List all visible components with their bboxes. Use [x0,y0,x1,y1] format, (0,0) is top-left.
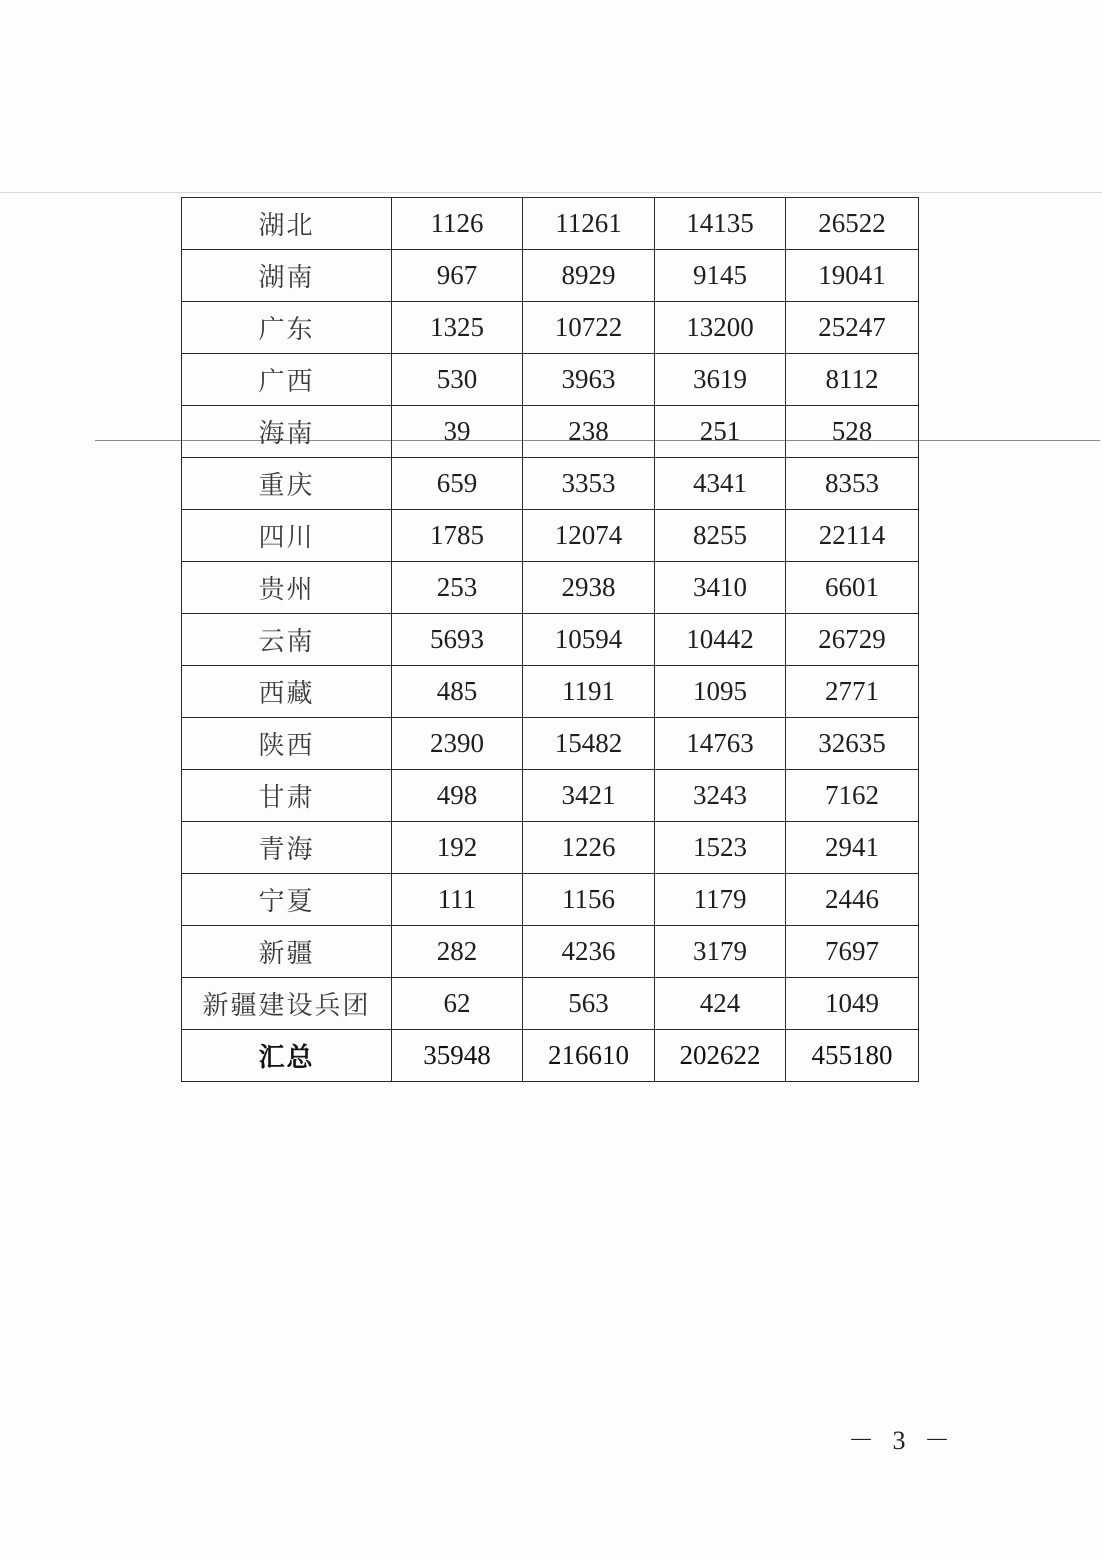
value-cell: 2941 [786,822,919,874]
value-cell: 13200 [655,302,786,354]
table-body [182,198,919,1082]
value-cell: 11261 [523,198,655,250]
value-cell: 1191 [523,666,655,718]
table-row [182,718,919,770]
value-cell: 3179 [655,926,786,978]
value-cell: 455180 [786,1030,919,1082]
table-row [182,978,919,1030]
value-cell: 192 [392,822,523,874]
value-cell: 12074 [523,510,655,562]
table-row [182,614,919,666]
value-cell: 563 [523,978,655,1030]
value-cell: 6601 [786,562,919,614]
value-cell: 1049 [786,978,919,1030]
region-cell: 陕西 [182,718,392,770]
value-cell: 3353 [523,458,655,510]
value-cell: 7162 [786,770,919,822]
region-cell: 湖南 [182,250,392,302]
scan-artifact-line [0,192,1102,193]
value-cell: 10594 [523,614,655,666]
value-cell: 3243 [655,770,786,822]
value-cell: 4341 [655,458,786,510]
region-cell: 青海 [182,822,392,874]
value-cell: 2771 [786,666,919,718]
value-cell: 25247 [786,302,919,354]
value-cell: 1523 [655,822,786,874]
table-total-row [182,1030,919,1082]
value-cell: 4236 [523,926,655,978]
value-cell: 8255 [655,510,786,562]
value-cell: 26522 [786,198,919,250]
region-cell: 宁夏 [182,874,392,926]
table-row [182,198,919,250]
value-cell: 1785 [392,510,523,562]
region-cell: 广东 [182,302,392,354]
value-cell: 967 [392,250,523,302]
table-row [182,666,919,718]
table-row [182,458,919,510]
value-cell: 282 [392,926,523,978]
value-cell: 659 [392,458,523,510]
table-row [182,770,919,822]
value-cell: 1095 [655,666,786,718]
value-cell: 530 [392,354,523,406]
value-cell: 216610 [523,1030,655,1082]
value-cell: 22114 [786,510,919,562]
table-row [182,354,919,406]
value-cell: 202622 [655,1030,786,1082]
statistics-table [181,197,919,1082]
value-cell: 2390 [392,718,523,770]
value-cell: 251 [655,406,786,458]
table-row [182,822,919,874]
value-cell: 14763 [655,718,786,770]
page-number: － 3 － [847,1426,956,1455]
value-cell: 1226 [523,822,655,874]
table-row [182,510,919,562]
value-cell: 424 [655,978,786,1030]
value-cell: 528 [786,406,919,458]
region-cell: 贵州 [182,562,392,614]
table-row [182,250,919,302]
table-row [182,926,919,978]
table-row [182,302,919,354]
value-cell: 238 [523,406,655,458]
region-cell: 甘肃 [182,770,392,822]
value-cell: 5693 [392,614,523,666]
table-row [182,406,919,458]
region-cell: 新疆建设兵团 [182,978,392,1030]
value-cell: 1179 [655,874,786,926]
table-row [182,562,919,614]
value-cell: 10722 [523,302,655,354]
region-cell: 云南 [182,614,392,666]
value-cell: 111 [392,874,523,926]
value-cell: 9145 [655,250,786,302]
table-row [182,874,919,926]
value-cell: 1325 [392,302,523,354]
value-cell: 8112 [786,354,919,406]
region-cell: 湖北 [182,198,392,250]
region-cell: 四川 [182,510,392,562]
value-cell: 3619 [655,354,786,406]
value-cell: 2938 [523,562,655,614]
value-cell: 1156 [523,874,655,926]
value-cell: 485 [392,666,523,718]
value-cell: 1126 [392,198,523,250]
value-cell: 26729 [786,614,919,666]
region-cell: 重庆 [182,458,392,510]
value-cell: 10442 [655,614,786,666]
value-cell: 62 [392,978,523,1030]
region-cell: 新疆 [182,926,392,978]
value-cell: 3410 [655,562,786,614]
region-cell: 汇总 [182,1030,392,1082]
value-cell: 32635 [786,718,919,770]
value-cell: 39 [392,406,523,458]
value-cell: 8353 [786,458,919,510]
value-cell: 19041 [786,250,919,302]
value-cell: 2446 [786,874,919,926]
region-cell: 海南 [182,406,392,458]
value-cell: 14135 [655,198,786,250]
value-cell: 498 [392,770,523,822]
value-cell: 8929 [523,250,655,302]
value-cell: 253 [392,562,523,614]
value-cell: 35948 [392,1030,523,1082]
value-cell: 15482 [523,718,655,770]
region-cell: 西藏 [182,666,392,718]
region-cell: 广西 [182,354,392,406]
value-cell: 7697 [786,926,919,978]
value-cell: 3421 [523,770,655,822]
value-cell: 3963 [523,354,655,406]
